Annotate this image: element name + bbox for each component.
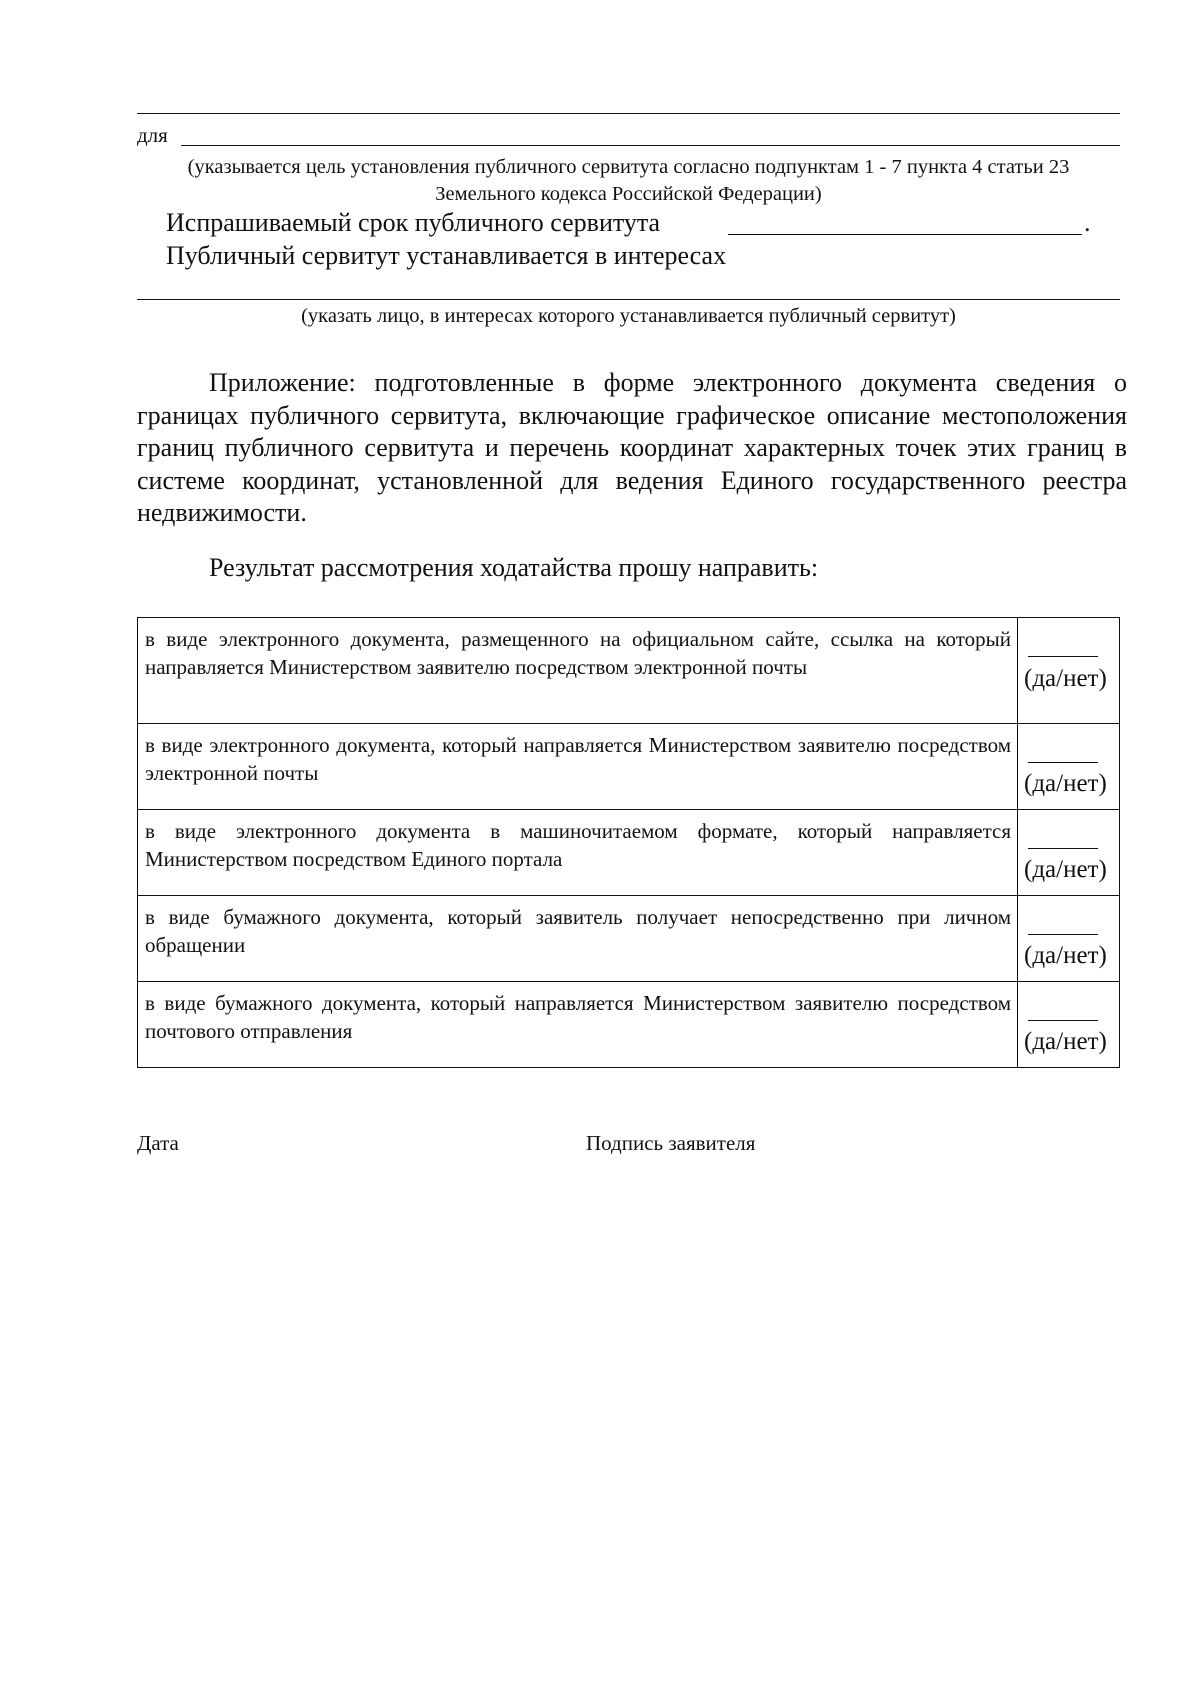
answer-fill-line[interactable] [1028,656,1098,657]
answer-fill-line[interactable] [1028,762,1098,763]
delivery-option-row [138,618,1120,724]
answer-fill-line[interactable] [1028,934,1098,935]
delivery-option-text: в виде электронного документа, который направляется Министерством заявителю посредством электронной почты [138,724,1018,810]
result-request: Результат рассмотрения ходатайства прошу направить: [209,553,819,582]
delivery-option-row [138,982,1120,1068]
answer-fill-line[interactable] [1028,1020,1098,1021]
interest-label: Публичный сервитут устанавливается в интересах [166,241,727,270]
interest-note: (указать лицо, в интересах которого устанавливается публичный сервитут) [301,305,956,327]
answer-fill-line[interactable] [1028,848,1098,849]
delivery-option-answer[interactable] [1018,810,1120,896]
delivery-option-answer[interactable] [1018,618,1120,724]
delivery-option-answer[interactable] [1018,982,1120,1068]
signature-label: Подпись заявителя [586,1131,756,1155]
delivery-option-answer[interactable] [1018,896,1120,982]
top-rule [137,113,1120,114]
answer-hint: (да/нет) [1024,1028,1107,1055]
delivery-option-text: в виде бумажного документа, который направляется Министерством заявителю посредством почтового отправления [138,982,1018,1068]
answer-hint: (да/нет) [1024,770,1107,797]
answer-hint: (да/нет) [1024,856,1107,883]
attachment-paragraph: Приложение: подготовленные в форме электронного документа сведения о границах публичного сервитута, включающие графическое описание местоположения границ публичного сервитута и перечень координат характерных точек этих границ в системе координат, установленной для ведения Единого государственного реестра недвижимости. [137,368,1127,527]
delivery-option-text: в виде электронного документа в машиночитаемом формате, который направляется Министерством посредством Единого портала [138,810,1018,896]
answer-hint: (да/нет) [1024,942,1107,969]
date-label: Дата [137,1131,179,1155]
purpose-label: для [137,123,168,147]
delivery-option-text: в виде электронного документа, размещенного на официальном сайте, ссылка на который направляется Министерством заявителю посредством электронной почты [138,618,1018,724]
term-period: . [1084,208,1091,237]
delivery-option-text: в виде бумажного документа, который заявитель получает непосредственно при личном обращении [138,896,1018,982]
purpose-fill-line[interactable] [181,145,1120,146]
interest-fill-line[interactable] [137,299,1120,300]
delivery-option-row [138,810,1120,896]
delivery-option-row [138,896,1120,982]
answer-hint: (да/нет) [1024,665,1107,692]
delivery-option-row [138,724,1120,810]
purpose-note: (указывается цель установления публичного сервитута согласно подпунктам 1 - 7 пункта 4 статьи 23 Земельного кодекса Российской Федерации) [187,156,1070,205]
delivery-option-answer[interactable] [1018,724,1120,810]
delivery-options-table [137,617,1120,1068]
term-fill-line[interactable] [728,234,1082,235]
term-label: Испрашиваемый срок публичного сервитута [166,208,661,237]
